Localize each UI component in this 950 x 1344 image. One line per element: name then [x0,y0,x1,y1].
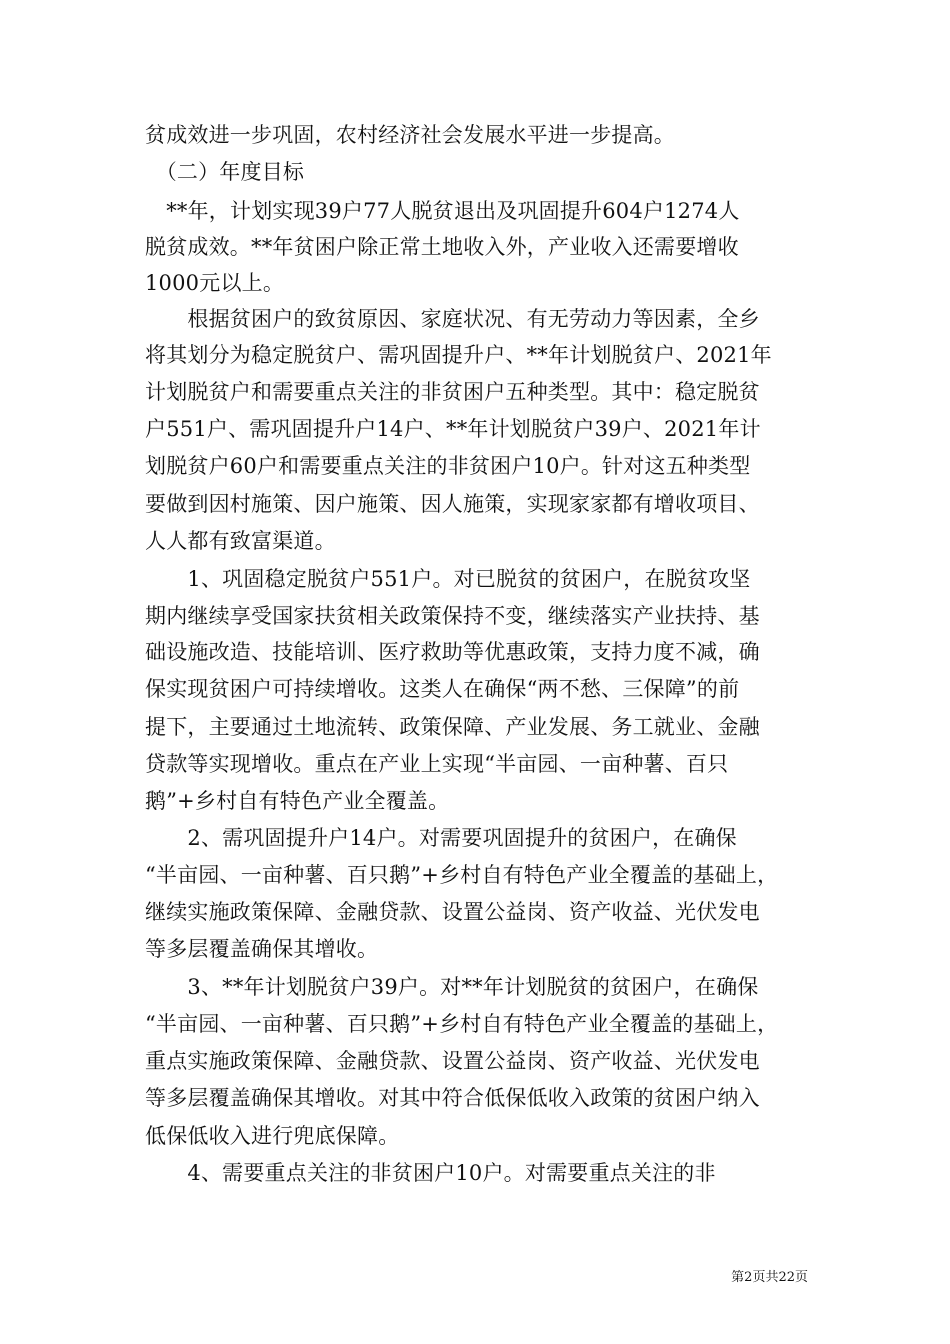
text-line: 等多层覆盖确保其增收。 [145,937,379,961]
text-line: 低保低收入进行兜底保障。 [145,1124,400,1148]
text-line: 户551户、需巩固提升户14户、**年计划脱贫户39户、2021年计 [145,417,761,441]
text-line: **年，计划实现39户77人脱贫退出及巩固提升604户1274人 [145,199,740,223]
text-line: 4、需要重点关注的非贫困户10户。对需要重点关注的非 [145,1161,716,1185]
text-line: 1、巩固稳定脱贫户551户。对已脱贫的贫困户，在脱贫攻坚 [145,567,751,591]
section-heading: （二）年度目标 [145,160,305,184]
text-line: 2、需巩固提升户14户。对需要巩固提升的贫困户，在确保 [145,826,737,850]
text-line: 1000元以上。 [145,271,285,295]
text-line: 3、**年计划脱贫户39户。对**年计划脱贫的贫困户，在确保 [145,975,759,999]
text-line: 提下，主要通过土地流转、政策保障、产业发展、务工就业、金融 [145,715,760,739]
text-line: 鹅”+乡村自有特色产业全覆盖。 [145,789,450,813]
text-line: 期内继续享受国家扶贫相关政策保持不变，继续落实产业扶持、基 [145,604,760,628]
text-line: “半亩园、一亩种薯、百只鹅”+乡村自有特色产业全覆盖的基础上， [145,1012,779,1036]
text-line: 脱贫成效。**年贫困户除正常土地收入外，产业收入还需要增收 [145,235,739,259]
text-line: 根据贫困户的致贫原因、家庭状况、有无劳动力等因素，全乡 [145,307,760,331]
text-line: 要做到因村施策、因户施策、因人施策，实现家家都有增收项目、 [145,492,760,516]
text-line: 重点实施政策保障、金融贷款、设置公益岗、资产收益、光伏发电 [145,1049,760,1073]
page-number: 第2页共22页 [731,1270,808,1285]
text-line: 等多层覆盖确保其增收。对其中符合低保低收入政策的贫困户纳入 [145,1086,760,1110]
text-line: 贷款等实现增收。重点在产业上实现“半亩园、一亩种薯、百只 [145,752,729,776]
text-line: 础设施改造、技能培训、医疗救助等优惠政策，支持力度不减，确 [145,640,760,664]
text-line: 计划脱贫户和需要重点关注的非贫困户五种类型。其中：稳定脱贫 [145,380,760,404]
text-line: 保实现贫困户可持续增收。这类人在确保“两不愁、三保障”的前 [145,677,740,701]
text-line: “半亩园、一亩种薯、百只鹅”+乡村自有特色产业全覆盖的基础上， [145,863,779,887]
text-line: 将其划分为稳定脱贫户、需巩固提升户、**年计划脱贫户、2021年 [145,343,772,367]
text-line: 贫成效进一步巩固，农村经济社会发展水平进一步提高。 [145,123,675,147]
text-line: 继续实施政策保障、金融贷款、设置公益岗、资产收益、光伏发电 [145,900,760,924]
text-line: 划脱贫户60户和需要重点关注的非贫困户10户。针对这五种类型 [145,454,751,478]
text-line: 人人都有致富渠道。 [145,529,336,553]
